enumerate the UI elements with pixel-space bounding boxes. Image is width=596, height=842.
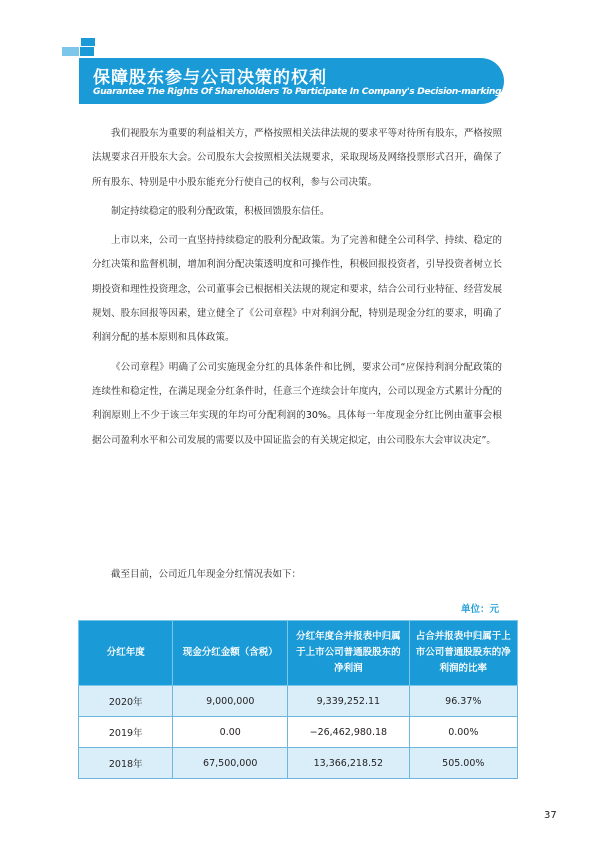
section-title: 保障股东参与公司决策的权利 (93, 68, 327, 88)
table-cell: 0.00 (173, 717, 288, 748)
decorative-square (80, 47, 94, 56)
paragraph: 制定持续稳定的股利分配政策，积极回馈股东信任。 (111, 205, 330, 217)
table-cell: 96.37% (409, 686, 517, 717)
column-header: 占合并报表中归属于上市公司普通股股东的净利润的比率 (409, 621, 517, 686)
dividend-table (78, 620, 518, 779)
table-cell: 2019年 (79, 717, 173, 748)
table-cell: 505.00% (409, 748, 517, 779)
page-number: 37 (544, 810, 557, 821)
decorative-square (81, 38, 95, 46)
column-header: 分红年度 (79, 621, 173, 686)
table-cell: 13,366,218.52 (288, 748, 409, 779)
table-row (79, 748, 518, 779)
table-cell: −26,462,980.18 (288, 717, 409, 748)
table-cell: 2020年 (79, 686, 173, 717)
table-cell: 0.00% (409, 717, 517, 748)
table-cell: 2018年 (79, 748, 173, 779)
decorative-square (62, 47, 79, 56)
paragraph: 我们视股东为重要的利益相关方，严格按照相关法律法规的要求平等对待所有股东，严格按照法规要求召开股东大会。公司股东大会按照相关法规要求，采取现场及网络投票形式召开，确保了所有股东、特别是中小股东能充分行使自己的权利，参与公司决策。 (92, 128, 502, 188)
paragraph: 上市以来，公司一直坚持持续稳定的股利分配政策。为了完善和健全公司科学、持续、稳定的分红决策和监督机制，增加利润分配决策透明度和可操作性，积极回报投资者，引导投资者树立长期投资和理性投资理念，公司董事会已根据相关法规的规定和要求，结合公司行业特征、经营发展规划、股东回报等因素，建立健全了《公司章程》中对利润分配，特别是现金分红的要求，明确了利润分配的基本原则和具体政策。 (92, 235, 502, 344)
unit-label: 单位：元 (460, 604, 499, 615)
table-row (79, 686, 518, 717)
table-cell: 67,500,000 (173, 748, 288, 779)
table-header-row (79, 621, 518, 686)
column-header: 分红年度合并报表中归属于上市公司普通股股东的净利润 (288, 621, 409, 686)
table-intro: 截至目前，公司近几年现金分红情况表如下： (111, 569, 302, 580)
table-cell: 9,339,252.11 (288, 686, 409, 717)
table-cell: 9,000,000 (173, 686, 288, 717)
section-subtitle: Guarantee The Rights Of Shareholders To Participate In Company's Decision-marking (93, 86, 502, 97)
section-banner (79, 58, 504, 104)
paragraph: 《公司章程》明确了公司实施现金分红的具体条件和比例，要求公司“应保持利润分配政策的连续性和稳定性，在满足现金分红条件时，任意三个连续会计年度内，公司以现金方式累计分配的利润原则上不少于该三年实现的年均可分配利润的30%。具体每一年度现金分红比例由董事会根据公司盈利水平和公司发展的需要以及中国证监会的有关规定拟定，由公司股东大会审议决定”。 (92, 361, 502, 446)
body-text (92, 122, 502, 458)
table-row (79, 717, 518, 748)
column-header: 现金分红金额（含税） (173, 621, 288, 686)
